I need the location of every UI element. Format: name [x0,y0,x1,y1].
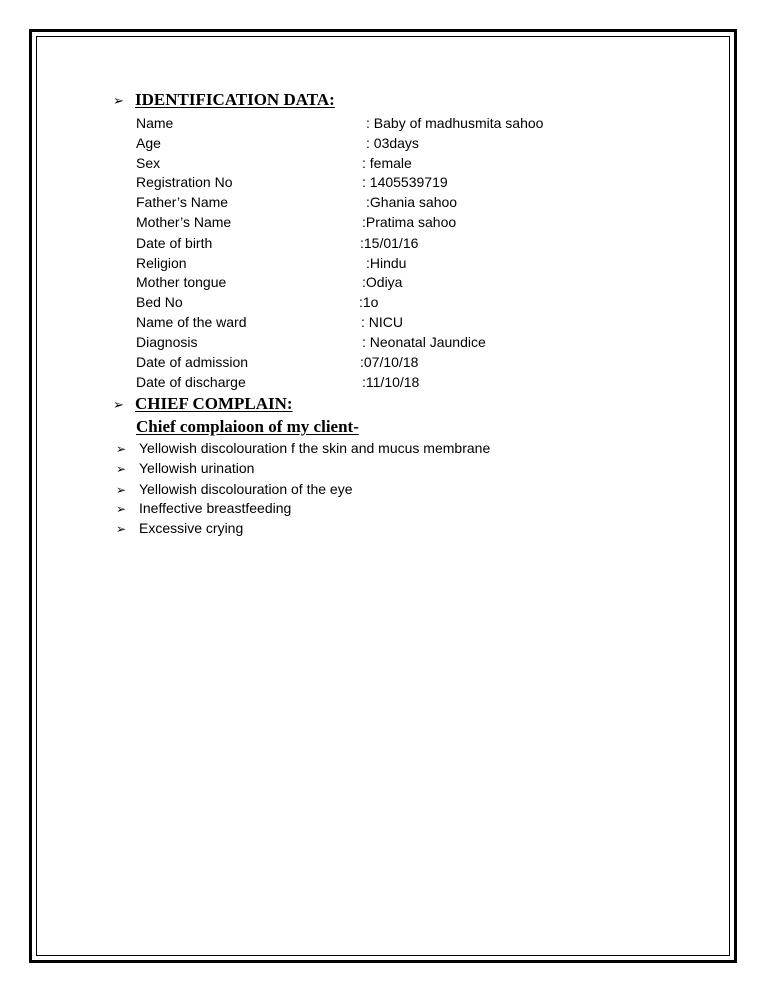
id-value: :1o [359,294,379,310]
arrow-bullet-icon: ➢ [116,483,127,497]
id-label: Bed No [136,294,183,310]
identification-heading [113,90,335,110]
id-label: Name [136,115,174,131]
id-label: Mother tongue [136,274,227,290]
id-value: : NICU [361,314,403,330]
id-value: : Baby of madhusmita sahoo [366,115,544,131]
id-label: Age [136,135,161,151]
id-label: Father’s Name [136,194,229,210]
arrow-bullet-icon: ➢ [116,522,127,536]
id-value: : 03days [366,135,419,151]
id-value: :Pratima sahoo [362,214,457,230]
arrow-bullet-icon: ➢ [116,442,127,456]
id-label: Date of admission [136,354,249,370]
arrow-bullet-icon: ➢ [113,94,124,109]
id-value: :Hindu [366,255,407,271]
id-label: Date of birth [136,235,213,251]
id-value: : 1405539719 [362,174,448,190]
id-value: :15/01/16 [360,235,419,251]
complaint-item [116,480,353,498]
id-label: Sex [136,155,161,171]
id-label: Mother’s Name [136,214,232,230]
complaint-text: Yellowish urination [139,460,255,476]
identification-heading-text: IDENTIFICATION DATA: [135,90,335,109]
complaint-item [116,459,254,477]
id-label: Name of the ward [136,314,247,330]
arrow-bullet-icon: ➢ [116,462,127,476]
complaint-item [116,519,243,537]
chief-complain-heading-text: CHIEF COMPLAIN: [135,394,293,413]
id-label: Diagnosis [136,334,198,350]
chief-complain-heading [113,394,293,414]
complaint-item [116,499,291,517]
chief-complaint-subheading: Chief complaioon of my client- [136,417,359,436]
id-label: Date of discharge [136,374,246,390]
id-value: :Odiya [362,274,403,290]
complaint-text: Ineffective breastfeeding [139,500,292,516]
id-value: : Neonatal Jaundice [362,334,486,350]
complaint-item [116,439,490,457]
id-label: Religion [136,255,187,271]
id-value: :11/10/18 [362,374,420,390]
id-value: : female [362,155,412,171]
arrow-bullet-icon: ➢ [113,398,124,413]
arrow-bullet-icon: ➢ [116,502,127,516]
id-value: :Ghania sahoo [366,194,458,210]
complaint-text: Yellowish discolouration f the skin and mucus membrane [139,440,491,456]
id-label: Registration No [136,174,233,190]
complaint-text: Yellowish discolouration of the eye [139,481,353,497]
complaint-text: Excessive crying [139,520,244,536]
id-value: :07/10/18 [360,354,419,370]
